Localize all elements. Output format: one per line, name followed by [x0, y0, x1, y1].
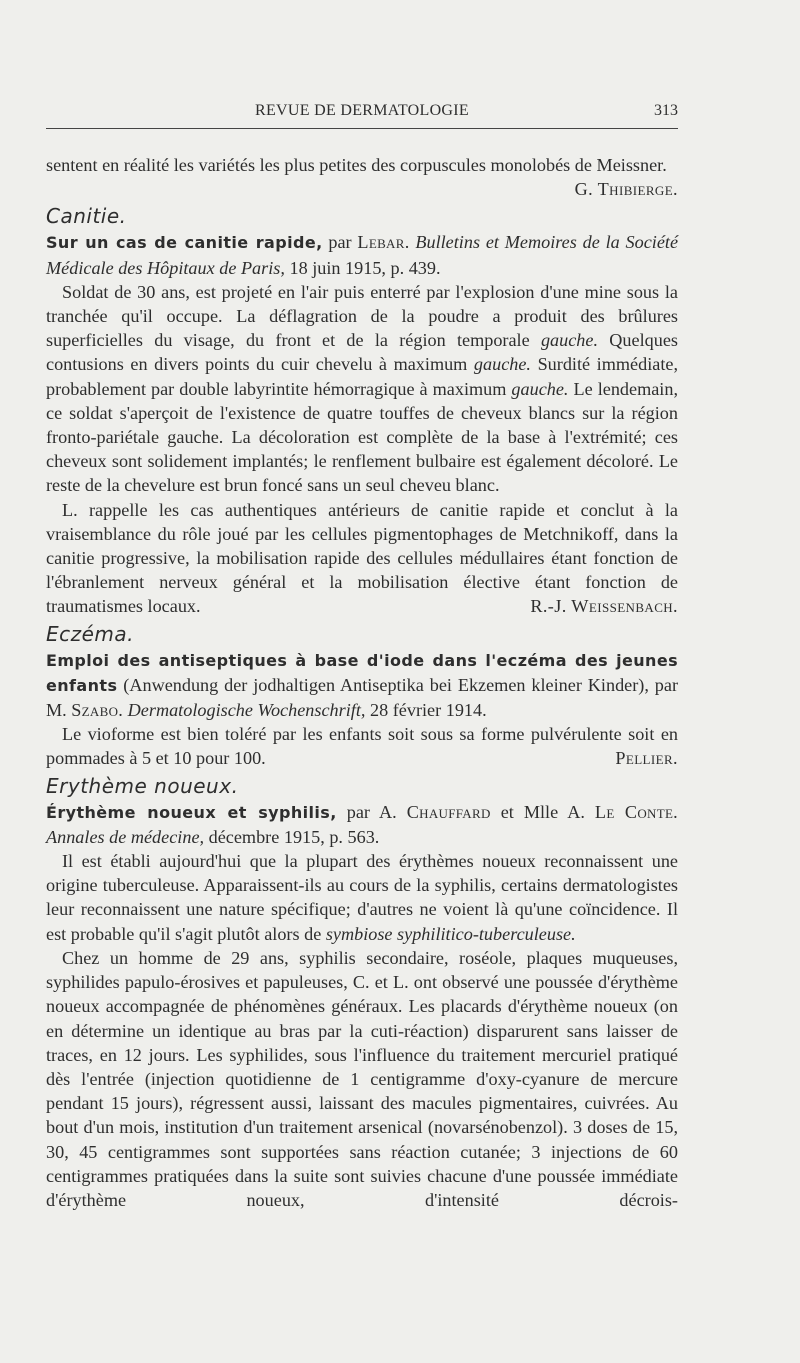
section-title-canitie: Canitie. [46, 204, 127, 229]
section-title-erytheme: Erythème noueux. [46, 773, 239, 798]
erytheme-et: et Mlle A. [500, 801, 585, 822]
erytheme-source: Annales de médecine, [46, 826, 205, 847]
journal-title: REVUE DE DERMATOLOGIE [255, 102, 469, 119]
eczema-paragraph-1 [46, 722, 678, 770]
eczema-source: Dermatologische Wochenschrift, [127, 700, 366, 721]
erytheme-paragraph-2 [46, 946, 678, 1212]
erytheme-par: par A. [346, 801, 397, 822]
erytheme-paragraph-1 [46, 849, 678, 946]
intro-paragraph [46, 153, 678, 201]
canitie-p1-text-a: Soldat de 30 ans, est projeté en l'air puis enterré par l'explosion d'une mine sous la tranchée qu'il occupe. La déflagration de la poudre a produit des brûlures superficielles du visage, du front et de la région temporale [46, 281, 678, 351]
erytheme-p1-text: Il est établi aujourd'hui que la plupart des érythèmes noueux reconnaissent une origine tuberculeuse. Apparaissent-ils au cours de la syphilis, certains dermatologistes leur reconnaissent une nature spécifique; d'autres ne voient là qu'une coïncidence. Il est probable qu'il s'agit plutôt alors de [46, 851, 678, 944]
canitie-paragraph-2 [46, 498, 678, 619]
article-body [46, 153, 678, 1212]
canitie-paragraph-1 [46, 280, 678, 498]
eczema-author: Szabo. [71, 700, 124, 721]
section-title-eczema: Eczéma. [46, 621, 135, 646]
erytheme-reference [46, 800, 678, 849]
page-number: 313 [654, 102, 678, 119]
canitie-source: Bulletins et Memoires de la Société Médicale des Hôpitaux de Paris, [46, 232, 679, 278]
intro-signature: G. Thibierge. [574, 179, 678, 200]
canitie-p1-text-c: Surdité immédiate, probablement par double labyrintite hémorragique à maximum [46, 354, 678, 399]
eczema-article-title: Emploi des antiseptiques à base d'iode dans l'eczéma des jeunes enfants [46, 650, 678, 695]
canitie-reference [46, 230, 678, 279]
intro-text: sentent en réalité les variétés les plus petites des corpuscules monolobés de Meissner. [46, 155, 667, 175]
erytheme-date: décembre 1915, p. 563. [208, 826, 380, 847]
erytheme-article-title: Érythème noueux et syphilis, [46, 802, 337, 822]
canitie-p1-text-d: Le lendemain, ce soldat s'aperçoit de l'existence de quatre touffes de cheveux blancs sur la région fronto-pariétale gauche. La décoloration est complète de la base à l'extrémité; ces cheveux sont solidement implantés; le renflement bulbaire est également décoloré. Le reste de la chevelure est brun foncé sans un seul cheveu blanc. [46, 378, 678, 496]
eczema-p1-text: Le vioforme est bien toléré par les enfants soit sous sa forme pulvérulente soit en pommades à 5 et 10 pour 100. [46, 724, 678, 769]
canitie-article-title: Sur un cas de canitie rapide, [46, 233, 323, 253]
canitie-p1-italic-3: gauche. [511, 378, 569, 399]
running-head [46, 98, 678, 130]
canitie-date: 18 juin 1915, p. 439. [289, 257, 441, 278]
erytheme-p2-text: Chez un homme de 29 ans, syphilis secondaire, roséole, plaques muqueuses, syphilides papulo-érosives et papuleuses, C. et L. ont observé une poussée d'érythème noueux accompagnée de phénomènes généraux. Les placards d'érythème noueux (on en détermine un identique au bras par la cuti-réaction) disparurent sans laisser de traces, en 12 jours. Les syphilides, sous l'influence du traitement mercuriel pratiqué dès l'entrée (injection quotidienne de 1 centigramme d'oxy-cyanure de mercure pendant 15 jours), régressent aussi, laissant des macules pigmentaires, cuivrées. Au bout d'un mois, institution d'un traitement arsenical (novarsénobenzol). 3 doses de 15, 30, 45 centigrammes sont supportées sans réaction cutanée; 3 injections de 60 centigrammes pratiquées dans la suite sont suivies chacune d'une poussée immédiate d'érythème noueux, d'intensité décrois- [46, 947, 678, 1210]
erytheme-author-1: Chauffard [406, 801, 491, 822]
header-rule [46, 128, 678, 129]
erytheme-author-2: Le Conte. [594, 801, 679, 822]
canitie-p2-text: L. rappelle les cas authentiques antérieurs de canitie rapide et conclut à la vraisemblance du rôle joué par les cellules pigmentophages de Metchnikoff, dans la canitie progressive, la mobilisation rapide des cellules médullaires étant fonction de l'ébranlement nerveux général et la mobilisation élective étant fonction de traumatismes locaux. [46, 499, 678, 617]
canitie-p1-italic-2: gauche. [473, 354, 531, 375]
canitie-par: par [328, 232, 352, 253]
eczema-date: 28 février 1914. [369, 700, 487, 721]
eczema-german-title: (Anwendung der jodhaltigen Antiseptika bei Ekzemen kleiner Kinder), par M. [46, 674, 679, 721]
canitie-p1-text-b: Quelques contusions en divers points du cuir chevelu à maximum [46, 330, 678, 375]
canitie-author: Lebar. [357, 232, 410, 253]
canitie-signature: R.-J. Weissenbach. [530, 596, 678, 617]
erytheme-p1-italic: symbiose syphilitico-tuberculeuse. [325, 923, 576, 944]
eczema-reference [46, 648, 678, 723]
canitie-p1-italic-1: gauche. [540, 330, 599, 351]
eczema-signature: Pellier. [615, 748, 678, 769]
